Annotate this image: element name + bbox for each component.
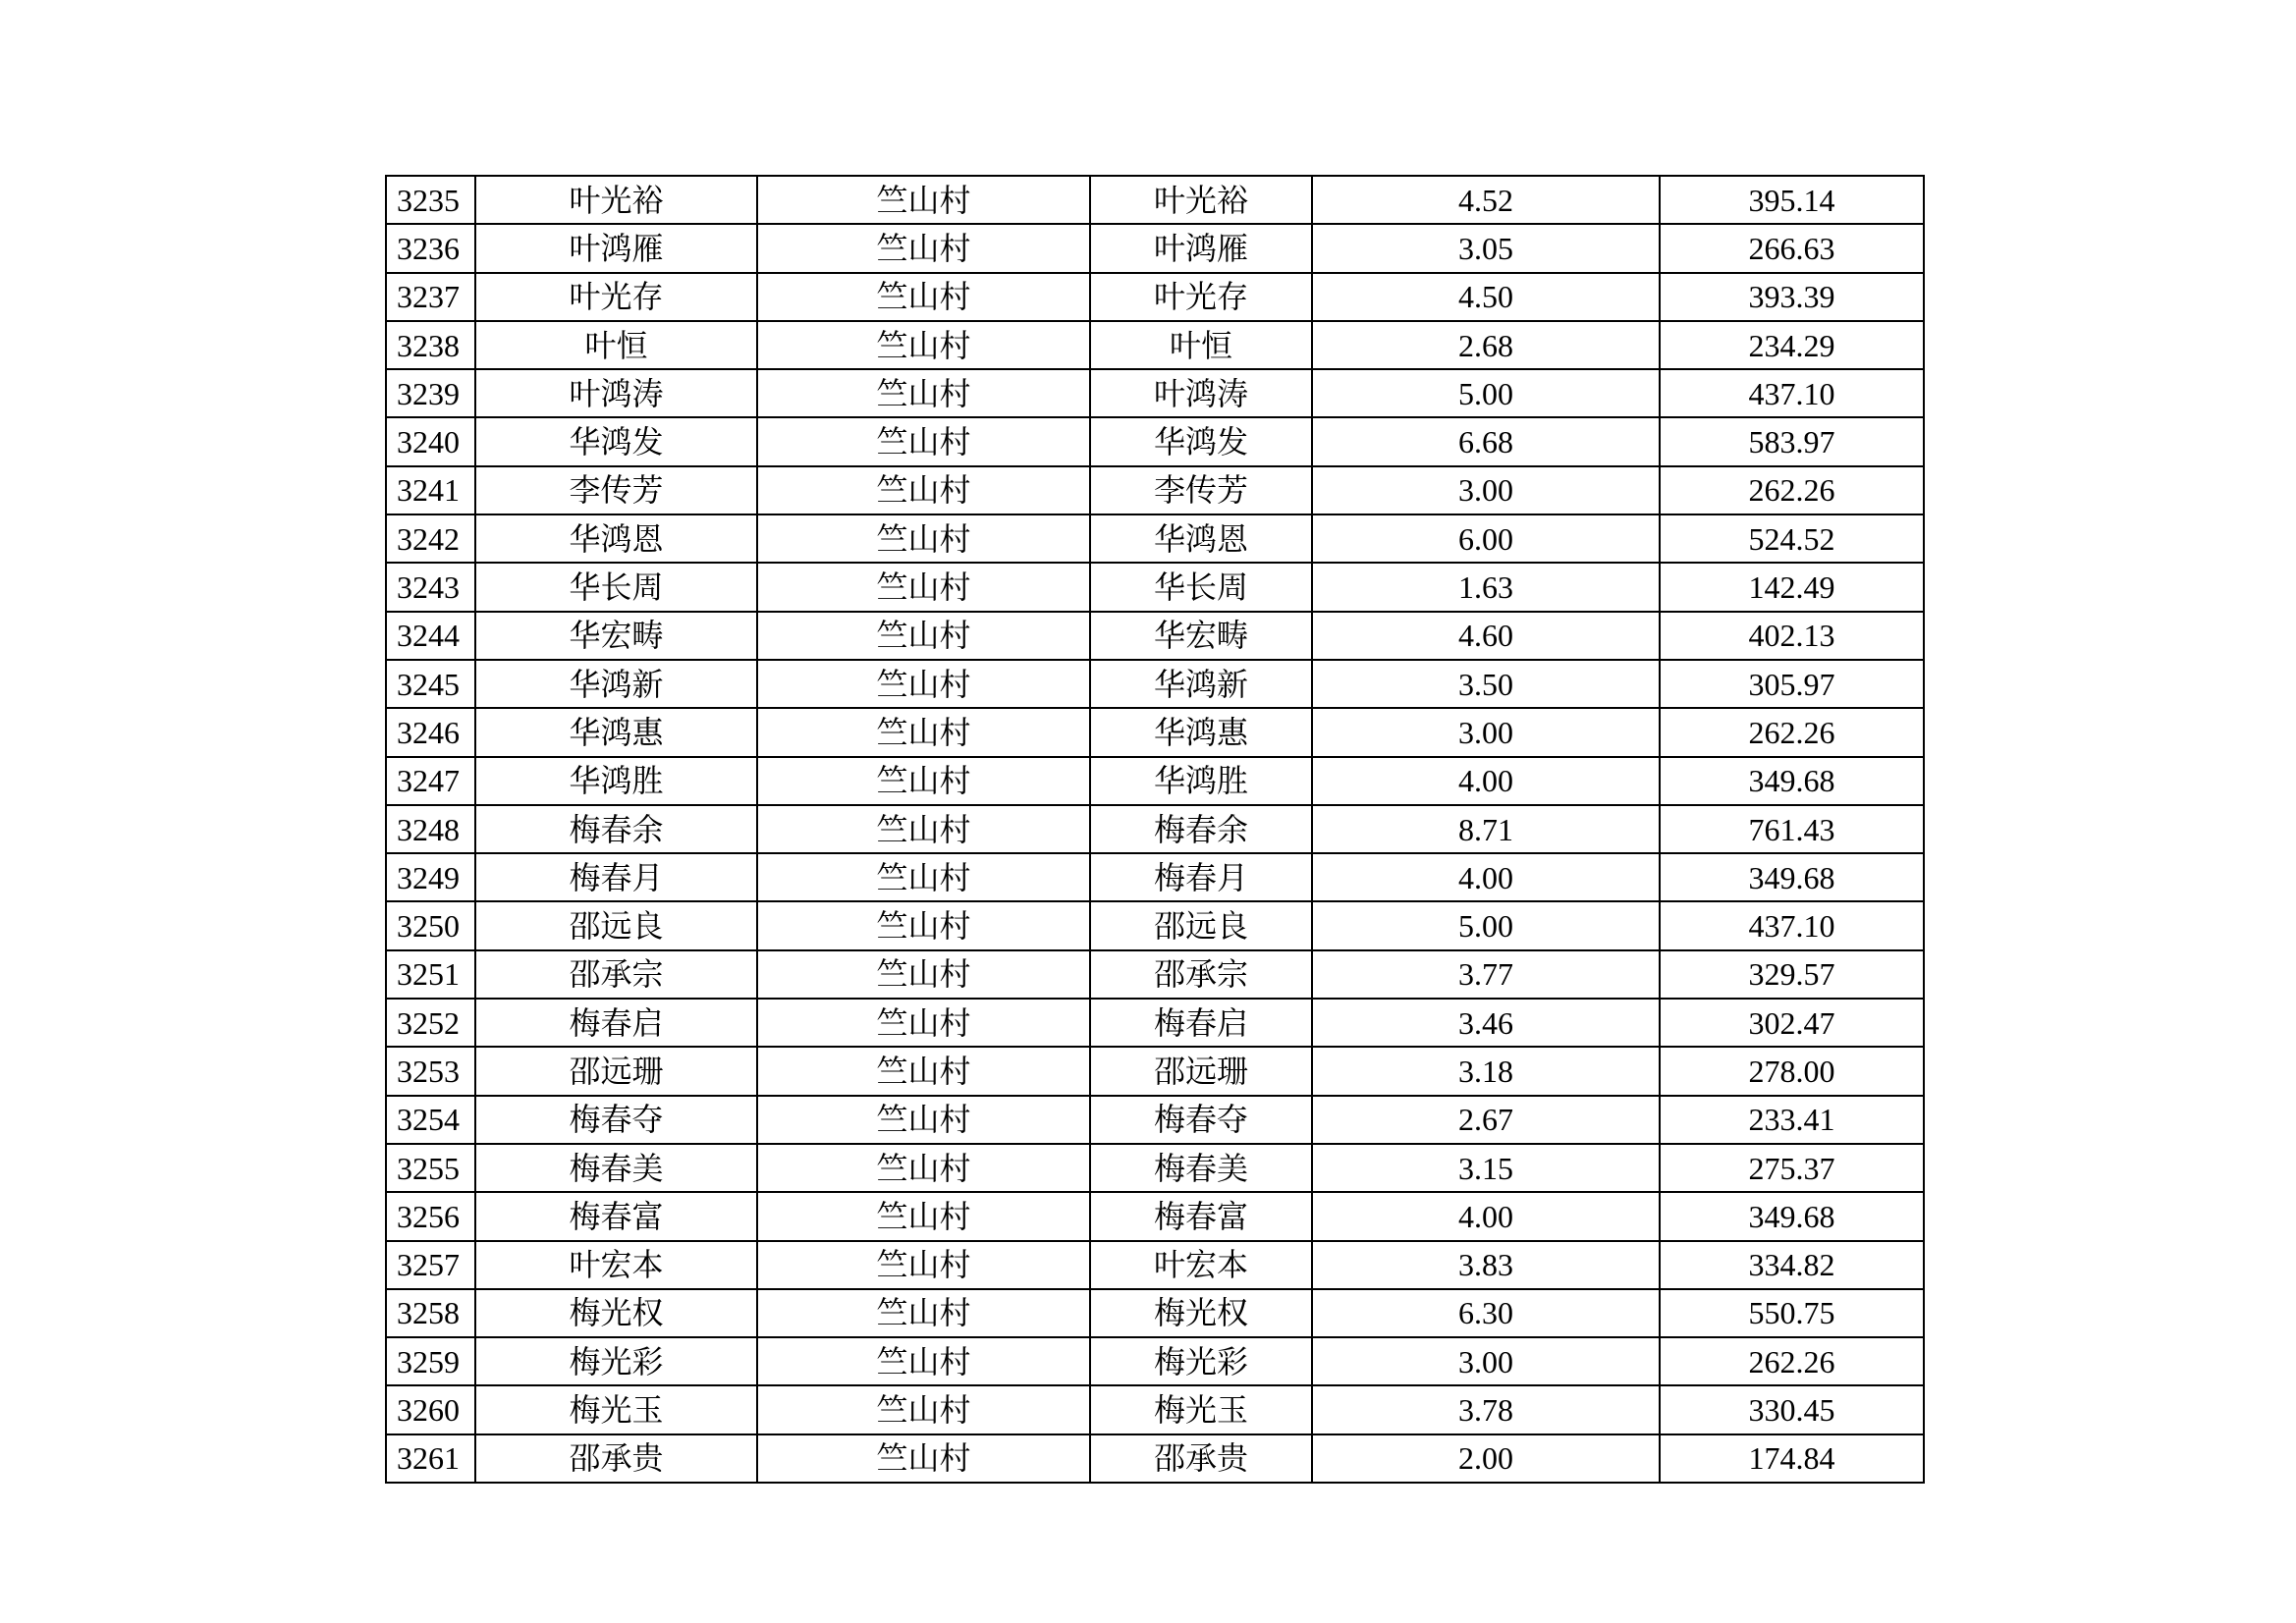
amount-cell: 393.39 <box>1660 273 1924 321</box>
area-cell: 5.00 <box>1312 901 1660 949</box>
holder-cell: 华鸿胜 <box>1090 757 1312 805</box>
holder-cell: 梅光权 <box>1090 1289 1312 1337</box>
table-row <box>386 224 1924 272</box>
area-cell: 3.15 <box>1312 1144 1660 1192</box>
table-row <box>386 1192 1924 1240</box>
table-row <box>386 1144 1924 1192</box>
village-cell: 竺山村 <box>757 514 1090 563</box>
village-cell: 竺山村 <box>757 1337 1090 1385</box>
amount-cell: 275.37 <box>1660 1144 1924 1192</box>
area-cell: 3.00 <box>1312 708 1660 756</box>
holder-cell: 梅春美 <box>1090 1144 1312 1192</box>
holder-cell: 叶鸿雁 <box>1090 224 1312 272</box>
name-cell: 邵远良 <box>475 901 757 949</box>
seq-cell: 3254 <box>386 1096 475 1144</box>
village-cell: 竺山村 <box>757 1241 1090 1289</box>
village-cell: 竺山村 <box>757 901 1090 949</box>
name-cell: 华鸿胜 <box>475 757 757 805</box>
table-body <box>386 176 1924 1483</box>
village-cell: 竺山村 <box>757 1192 1090 1240</box>
village-cell: 竺山村 <box>757 660 1090 708</box>
name-cell: 梅春启 <box>475 999 757 1047</box>
amount-cell: 334.82 <box>1660 1241 1924 1289</box>
seq-cell: 3242 <box>386 514 475 563</box>
village-cell: 竺山村 <box>757 999 1090 1047</box>
holder-cell: 叶光存 <box>1090 273 1312 321</box>
area-cell: 2.00 <box>1312 1434 1660 1483</box>
name-cell: 梅光玉 <box>475 1385 757 1434</box>
area-cell: 2.67 <box>1312 1096 1660 1144</box>
seq-cell: 3236 <box>386 224 475 272</box>
amount-cell: 262.26 <box>1660 1337 1924 1385</box>
amount-cell: 349.68 <box>1660 1192 1924 1240</box>
area-cell: 6.30 <box>1312 1289 1660 1337</box>
name-cell: 邵承宗 <box>475 950 757 999</box>
table-row <box>386 1337 1924 1385</box>
amount-cell: 524.52 <box>1660 514 1924 563</box>
area-cell: 5.00 <box>1312 369 1660 417</box>
amount-cell: 761.43 <box>1660 805 1924 853</box>
holder-cell: 叶光裕 <box>1090 176 1312 224</box>
name-cell: 华鸿恩 <box>475 514 757 563</box>
area-cell: 3.00 <box>1312 466 1660 514</box>
holder-cell: 邵远良 <box>1090 901 1312 949</box>
area-cell: 4.50 <box>1312 273 1660 321</box>
amount-cell: 233.41 <box>1660 1096 1924 1144</box>
village-cell: 竺山村 <box>757 805 1090 853</box>
village-cell: 竺山村 <box>757 1144 1090 1192</box>
name-cell: 梅春余 <box>475 805 757 853</box>
seq-cell: 3256 <box>386 1192 475 1240</box>
seq-cell: 3250 <box>386 901 475 949</box>
name-cell: 叶鸿涛 <box>475 369 757 417</box>
table-row <box>386 999 1924 1047</box>
holder-cell: 李传芳 <box>1090 466 1312 514</box>
seq-cell: 3238 <box>386 321 475 369</box>
amount-cell: 395.14 <box>1660 176 1924 224</box>
area-cell: 4.00 <box>1312 757 1660 805</box>
table-row <box>386 805 1924 853</box>
area-cell: 3.83 <box>1312 1241 1660 1289</box>
name-cell: 梅春富 <box>475 1192 757 1240</box>
table-row <box>386 612 1924 660</box>
village-cell: 竺山村 <box>757 853 1090 901</box>
village-cell: 竺山村 <box>757 708 1090 756</box>
holder-cell: 梅光彩 <box>1090 1337 1312 1385</box>
name-cell: 梅光彩 <box>475 1337 757 1385</box>
seq-cell: 3261 <box>386 1434 475 1483</box>
village-cell: 竺山村 <box>757 369 1090 417</box>
holder-cell: 华鸿发 <box>1090 417 1312 465</box>
area-cell: 3.05 <box>1312 224 1660 272</box>
village-cell: 竺山村 <box>757 466 1090 514</box>
area-cell: 4.00 <box>1312 853 1660 901</box>
seq-cell: 3251 <box>386 950 475 999</box>
amount-cell: 437.10 <box>1660 369 1924 417</box>
amount-cell: 305.97 <box>1660 660 1924 708</box>
area-cell: 6.00 <box>1312 514 1660 563</box>
table-row <box>386 369 1924 417</box>
holder-cell: 邵远珊 <box>1090 1047 1312 1095</box>
area-cell: 3.77 <box>1312 950 1660 999</box>
table-row <box>386 853 1924 901</box>
amount-cell: 262.26 <box>1660 466 1924 514</box>
amount-cell: 329.57 <box>1660 950 1924 999</box>
area-cell: 3.18 <box>1312 1047 1660 1095</box>
seq-cell: 3244 <box>386 612 475 660</box>
name-cell: 叶光裕 <box>475 176 757 224</box>
village-cell: 竺山村 <box>757 273 1090 321</box>
name-cell: 华长周 <box>475 563 757 611</box>
name-cell: 华鸿惠 <box>475 708 757 756</box>
table-row <box>386 417 1924 465</box>
holder-cell: 梅春富 <box>1090 1192 1312 1240</box>
amount-cell: 142.49 <box>1660 563 1924 611</box>
amount-cell: 174.84 <box>1660 1434 1924 1483</box>
name-cell: 叶恒 <box>475 321 757 369</box>
holder-cell: 叶宏本 <box>1090 1241 1312 1289</box>
seq-cell: 3247 <box>386 757 475 805</box>
amount-cell: 262.26 <box>1660 708 1924 756</box>
table-row <box>386 757 1924 805</box>
name-cell: 梅春月 <box>475 853 757 901</box>
village-cell: 竺山村 <box>757 1385 1090 1434</box>
seq-cell: 3235 <box>386 176 475 224</box>
area-cell: 3.78 <box>1312 1385 1660 1434</box>
amount-cell: 349.68 <box>1660 757 1924 805</box>
area-cell: 2.68 <box>1312 321 1660 369</box>
holder-cell: 叶鸿涛 <box>1090 369 1312 417</box>
holder-cell: 华鸿恩 <box>1090 514 1312 563</box>
holder-cell: 邵承宗 <box>1090 950 1312 999</box>
table-row <box>386 1241 1924 1289</box>
table-row <box>386 1289 1924 1337</box>
table-row <box>386 660 1924 708</box>
name-cell: 李传芳 <box>475 466 757 514</box>
seq-cell: 3259 <box>386 1337 475 1385</box>
village-cell: 竺山村 <box>757 224 1090 272</box>
area-cell: 3.46 <box>1312 999 1660 1047</box>
holder-cell: 梅春启 <box>1090 999 1312 1047</box>
holder-cell: 华宏畴 <box>1090 612 1312 660</box>
area-cell: 8.71 <box>1312 805 1660 853</box>
table-row <box>386 1434 1924 1483</box>
name-cell: 叶鸿雁 <box>475 224 757 272</box>
amount-cell: 278.00 <box>1660 1047 1924 1095</box>
seq-cell: 3253 <box>386 1047 475 1095</box>
area-cell: 3.00 <box>1312 1337 1660 1385</box>
seq-cell: 3252 <box>386 999 475 1047</box>
data-table <box>385 175 1925 1484</box>
area-cell: 6.68 <box>1312 417 1660 465</box>
name-cell: 华鸿新 <box>475 660 757 708</box>
name-cell: 邵承贵 <box>475 1434 757 1483</box>
seq-cell: 3249 <box>386 853 475 901</box>
amount-cell: 402.13 <box>1660 612 1924 660</box>
table-row <box>386 1096 1924 1144</box>
village-cell: 竺山村 <box>757 1096 1090 1144</box>
amount-cell: 266.63 <box>1660 224 1924 272</box>
seq-cell: 3237 <box>386 273 475 321</box>
table-row <box>386 901 1924 949</box>
table-row <box>386 1047 1924 1095</box>
area-cell: 1.63 <box>1312 563 1660 611</box>
amount-cell: 550.75 <box>1660 1289 1924 1337</box>
name-cell: 叶宏本 <box>475 1241 757 1289</box>
area-cell: 4.00 <box>1312 1192 1660 1240</box>
amount-cell: 302.47 <box>1660 999 1924 1047</box>
village-cell: 竺山村 <box>757 563 1090 611</box>
name-cell: 叶光存 <box>475 273 757 321</box>
seq-cell: 3258 <box>386 1289 475 1337</box>
area-cell: 4.52 <box>1312 176 1660 224</box>
amount-cell: 583.97 <box>1660 417 1924 465</box>
holder-cell: 梅春余 <box>1090 805 1312 853</box>
holder-cell: 华鸿惠 <box>1090 708 1312 756</box>
amount-cell: 349.68 <box>1660 853 1924 901</box>
holder-cell: 邵承贵 <box>1090 1434 1312 1483</box>
name-cell: 华鸿发 <box>475 417 757 465</box>
amount-cell: 234.29 <box>1660 321 1924 369</box>
holder-cell: 华长周 <box>1090 563 1312 611</box>
name-cell: 梅春夺 <box>475 1096 757 1144</box>
seq-cell: 3260 <box>386 1385 475 1434</box>
village-cell: 竺山村 <box>757 1434 1090 1483</box>
amount-cell: 437.10 <box>1660 901 1924 949</box>
table-row <box>386 950 1924 999</box>
seq-cell: 3255 <box>386 1144 475 1192</box>
holder-cell: 梅春夺 <box>1090 1096 1312 1144</box>
table-row <box>386 1385 1924 1434</box>
table-row <box>386 321 1924 369</box>
village-cell: 竺山村 <box>757 176 1090 224</box>
table-row <box>386 176 1924 224</box>
holder-cell: 华鸿新 <box>1090 660 1312 708</box>
table-row <box>386 466 1924 514</box>
area-cell: 3.50 <box>1312 660 1660 708</box>
name-cell: 梅春美 <box>475 1144 757 1192</box>
table-row <box>386 708 1924 756</box>
seq-cell: 3248 <box>386 805 475 853</box>
village-cell: 竺山村 <box>757 321 1090 369</box>
seq-cell: 3243 <box>386 563 475 611</box>
seq-cell: 3246 <box>386 708 475 756</box>
table-row <box>386 273 1924 321</box>
village-cell: 竺山村 <box>757 950 1090 999</box>
name-cell: 华宏畴 <box>475 612 757 660</box>
holder-cell: 梅春月 <box>1090 853 1312 901</box>
seq-cell: 3239 <box>386 369 475 417</box>
holder-cell: 梅光玉 <box>1090 1385 1312 1434</box>
amount-cell: 330.45 <box>1660 1385 1924 1434</box>
village-cell: 竺山村 <box>757 757 1090 805</box>
village-cell: 竺山村 <box>757 1047 1090 1095</box>
seq-cell: 3241 <box>386 466 475 514</box>
name-cell: 梅光权 <box>475 1289 757 1337</box>
table-row <box>386 563 1924 611</box>
seq-cell: 3257 <box>386 1241 475 1289</box>
area-cell: 4.60 <box>1312 612 1660 660</box>
village-cell: 竺山村 <box>757 612 1090 660</box>
name-cell: 邵远珊 <box>475 1047 757 1095</box>
seq-cell: 3245 <box>386 660 475 708</box>
village-cell: 竺山村 <box>757 417 1090 465</box>
seq-cell: 3240 <box>386 417 475 465</box>
table-row <box>386 514 1924 563</box>
holder-cell: 叶恒 <box>1090 321 1312 369</box>
village-cell: 竺山村 <box>757 1289 1090 1337</box>
